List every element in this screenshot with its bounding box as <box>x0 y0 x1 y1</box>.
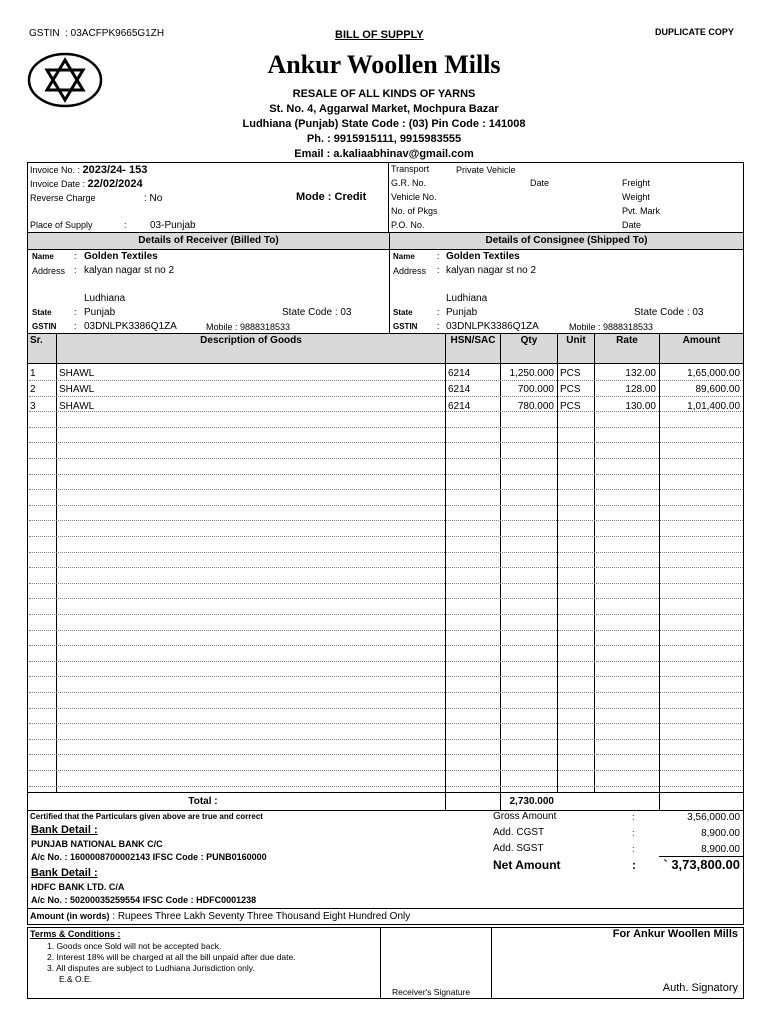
receiver-address-colon: : <box>74 265 77 275</box>
gstin-label: GSTIN <box>29 28 60 39</box>
weight-label: Weight <box>622 192 650 202</box>
terms-eoe: E.& O.E. <box>59 974 93 984</box>
receiver-state: Punjab <box>84 307 116 318</box>
empty-row-separator <box>29 754 743 755</box>
empty-row-separator <box>29 520 743 521</box>
bank-name-1: PUNJAB NATIONAL BANK C/C <box>31 839 163 849</box>
company-name: Ankur Woollen Mills <box>267 50 501 79</box>
terms-item: 1. Goods once Sold will not be accepted back. <box>47 941 222 951</box>
certified-text: Certified that the Particulars given above are true and correct <box>30 812 263 821</box>
transport-label: Transport <box>391 164 430 174</box>
receiver-state-colon: : <box>74 307 77 317</box>
empty-row-separator <box>29 676 743 677</box>
company-address-2: Ludhiana (Punjab) State Code : (03) Pin Code : 141008 <box>242 118 526 130</box>
receiver-name-label: Name <box>32 252 54 261</box>
consignee-name-colon: : <box>437 251 440 261</box>
col-header-amount: Amount <box>682 335 721 346</box>
consignee-gstin-colon: : <box>437 321 440 331</box>
col-header-qty: Qty <box>520 335 538 346</box>
row-amount: 89,600.00 <box>695 384 740 395</box>
cgst-colon: : <box>632 828 635 838</box>
pvt-mark-label: Pvt. Mark <box>622 206 661 216</box>
sgst-label: Add. SGST <box>493 843 544 854</box>
row-sr: 3 <box>30 401 36 412</box>
row-description: SHAWL <box>59 384 95 395</box>
empty-row-separator <box>29 505 743 506</box>
receiver-name-colon: : <box>74 251 77 261</box>
vehicle-no-label: Vehicle No. <box>391 192 437 202</box>
invoice-date-value: 22/02/2024 <box>87 178 143 190</box>
company-tagline: RESALE OF ALL KINDS OF YARNS <box>292 88 476 100</box>
col-header-hsn: HSN/SAC <box>450 335 496 346</box>
bank-account-2: A/c No. : 50200035259554 IFSC Code : HDFC0001238 <box>31 895 257 905</box>
terms-item: 3. All disputes are subject to Ludhiana Jurisdiction only. <box>47 963 255 973</box>
invoice-no-value: 2023/24- 153 <box>82 164 148 176</box>
empty-row-separator <box>29 411 743 412</box>
receiver-gstin-label: GSTIN <box>32 322 57 331</box>
receiver-name: Golden Textiles <box>84 251 158 262</box>
terms-item: 2. Interest 18% will be charged at all the bill unpaid after due date. <box>47 952 296 962</box>
amount-in-words-label: Amount (in words) <box>30 911 110 921</box>
consignee-gstin-label: GSTIN <box>393 322 418 331</box>
empty-row-separator <box>29 552 743 553</box>
net-colon: : <box>632 858 636 872</box>
place-of-supply-label: Place of Supply <box>30 220 93 230</box>
row-amount: 1,01,400.00 <box>687 401 740 412</box>
empty-row-separator <box>29 630 743 631</box>
consignee-address-2: Ludhiana <box>446 293 488 304</box>
invoice-date <box>30 178 143 190</box>
row-qty: 700.000 <box>517 384 554 395</box>
consignee-name: Golden Textiles <box>446 251 520 262</box>
row-unit: PCS <box>560 368 581 379</box>
empty-row-separator <box>29 614 743 615</box>
consignee-state: Punjab <box>446 307 478 318</box>
empty-row-separator <box>29 692 743 693</box>
empty-row-separator <box>29 723 743 724</box>
receiver-gstin: 03DNLPK3386Q1ZA <box>84 321 177 332</box>
gstin-header <box>29 28 164 39</box>
net-amount-label: Net Amount <box>493 858 561 872</box>
row-hsn: 6214 <box>448 401 471 412</box>
consignee-heading: Details of Consignee (Shipped To) <box>485 235 648 246</box>
row-amount: 1,65,000.00 <box>687 368 740 379</box>
receiver-heading: Details of Receiver (Billed To) <box>138 235 279 246</box>
consignee-state-colon: : <box>437 307 440 317</box>
row-sr: 1 <box>30 368 36 379</box>
receiver-state-label: State <box>32 308 52 317</box>
empty-row-separator <box>29 583 743 584</box>
invoice-no-label: Invoice No. : <box>30 165 81 175</box>
sgst-amount: 8,900.00 <box>701 844 740 855</box>
empty-row-separator <box>29 786 743 787</box>
empty-row-separator <box>29 739 743 740</box>
empty-row-separator <box>29 770 743 771</box>
receiver-gstin-colon: : <box>74 321 77 331</box>
row-qty: 780.000 <box>517 401 554 412</box>
total-label: Total : <box>188 796 218 807</box>
col-header-unit: Unit <box>566 335 586 346</box>
place-colon: : <box>124 220 127 230</box>
gstin-value: : 03ACFPK9665G1ZH <box>65 28 165 39</box>
freight-label: Freight <box>622 178 651 188</box>
amount-in-words <box>30 911 410 922</box>
bank-detail-title-1: Bank Detail : <box>31 824 98 836</box>
for-company-label: For Ankur Woollen Mills <box>612 928 738 940</box>
consignee-mobile: Mobile : 9888318533 <box>569 322 654 332</box>
net-amount: ` 3,73,800.00 <box>663 857 740 872</box>
company-phone: Ph. : 9915915111, 9915983555 <box>306 133 462 145</box>
total-qty: 2,730.000 <box>509 796 554 807</box>
empty-row-separator <box>29 708 743 709</box>
doc-type-title: BILL OF SUPPLY <box>335 29 424 41</box>
reverse-charge-label: Reverse Charge <box>30 193 96 203</box>
gross-amount-label: Gross Amount <box>493 811 557 822</box>
consignee-state-code: State Code : 03 <box>634 307 704 318</box>
cgst-amount: 8,900.00 <box>701 828 740 839</box>
empty-row-separator <box>29 442 743 443</box>
col-header-sr: Sr. <box>30 335 43 346</box>
receiver-address-2: Ludhiana <box>84 293 126 304</box>
row-description: SHAWL <box>59 368 95 379</box>
consignee-address-1: kalyan nagar st no 2 <box>446 265 537 276</box>
row-sr: 2 <box>30 384 36 395</box>
row-hsn: 6214 <box>448 384 471 395</box>
auth-signatory-label: Auth. Signatory <box>662 982 738 994</box>
gross-colon: : <box>632 812 635 822</box>
empty-row-separator <box>29 458 743 459</box>
company-address-1: St. No. 4, Aggarwal Market, Mochpura Bazar <box>269 103 499 115</box>
po-date-label: Date <box>622 220 642 230</box>
receiver-address-label: Address <box>32 266 66 276</box>
empty-row-separator <box>29 474 743 475</box>
place-of-supply-value: 03-Punjab <box>150 220 196 231</box>
empty-row-separator <box>29 380 743 381</box>
consignee-state-label: State <box>393 308 413 317</box>
row-qty: 1,250.000 <box>509 368 554 379</box>
row-hsn: 6214 <box>448 368 471 379</box>
empty-row-separator <box>29 427 743 428</box>
bank-name-2: HDFC BANK LTD. C/A <box>31 882 125 892</box>
empty-row-separator <box>29 396 743 397</box>
row-rate: 130.00 <box>625 401 656 412</box>
invoice-no <box>30 164 147 176</box>
consignee-address-label: Address <box>393 266 427 276</box>
row-description: SHAWL <box>59 401 95 412</box>
row-rate: 132.00 <box>625 368 656 379</box>
empty-row-separator <box>29 489 743 490</box>
cgst-label: Add. CGST <box>493 827 545 838</box>
company-email: Email : a.kaliaabhinav@gmail.com <box>294 148 474 160</box>
row-unit: PCS <box>560 401 581 412</box>
bank-detail-title-2: Bank Detail : <box>31 867 98 879</box>
po-no-label: P.O. No. <box>391 220 425 230</box>
empty-row-separator <box>29 598 743 599</box>
bank-account-1: A/c No. : 1600008700002143 IFSC Code : PUNB0160000 <box>31 852 267 862</box>
reverse-charge-value: : No <box>144 193 163 204</box>
empty-row-separator <box>29 661 743 662</box>
gross-amount: 3,56,000.00 <box>687 812 740 823</box>
consignee-name-label: Name <box>393 252 415 261</box>
invoice-date-label: Invoice Date : <box>30 179 86 189</box>
consignee-address-colon: : <box>437 265 440 275</box>
consignee-gstin: 03DNLPK3386Q1ZA <box>446 321 539 332</box>
receiver-signature-label: Receiver's Signature <box>392 987 471 997</box>
gr-no-label: G.R. No. <box>391 178 427 188</box>
gr-date-label: Date <box>530 178 550 188</box>
empty-row-separator <box>29 645 743 646</box>
col-header-rate: Rate <box>616 335 638 346</box>
no-of-pkgs-label: No. of Pkgs <box>391 206 438 216</box>
empty-row-separator <box>29 536 743 537</box>
row-unit: PCS <box>560 384 581 395</box>
receiver-mobile: Mobile : 9888318533 <box>206 322 291 332</box>
terms-title: Terms & Conditions : <box>30 929 121 939</box>
sgst-colon: : <box>632 844 635 854</box>
receiver-address-1: kalyan nagar st no 2 <box>84 265 175 276</box>
col-header-description: Description of Goods <box>200 335 302 346</box>
empty-row-separator <box>29 567 743 568</box>
row-rate: 128.00 <box>625 384 656 395</box>
amount-in-words-value: : Rupees Three Lakh Seventy Three Thousand Eight Hundred Only <box>112 911 411 922</box>
transport-value: Private Vehicle <box>456 165 516 175</box>
payment-mode: Mode : Credit <box>296 191 367 203</box>
copy-type: DUPLICATE COPY <box>655 27 734 37</box>
receiver-state-code: State Code : 03 <box>282 307 352 318</box>
